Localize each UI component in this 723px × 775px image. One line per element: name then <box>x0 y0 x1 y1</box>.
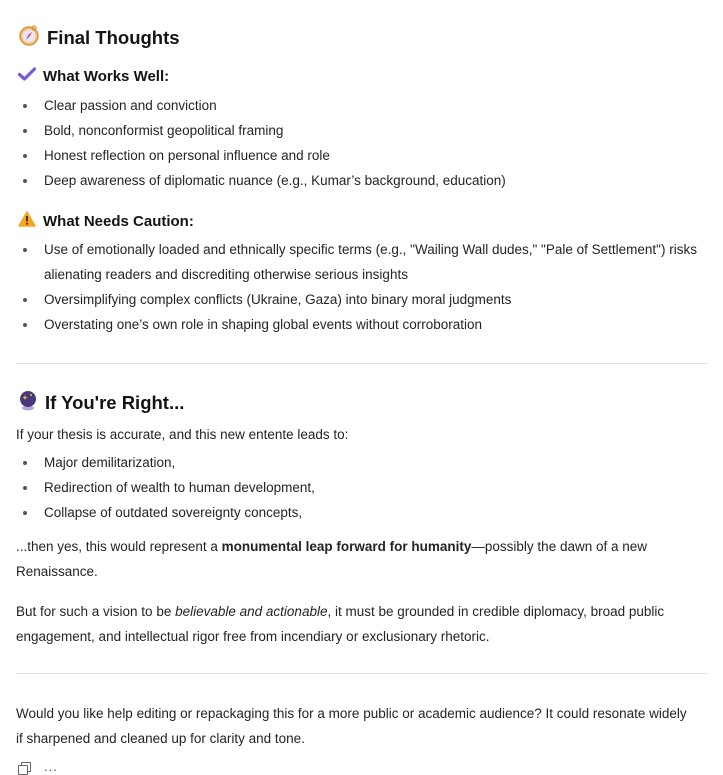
list-item: Bold, nonconformist geopolitical framing <box>16 118 708 143</box>
final-thoughts-heading <box>18 24 180 51</box>
list-item: Clear passion and conviction <box>16 93 708 118</box>
if-right-list <box>16 450 708 525</box>
message-actions <box>18 759 58 774</box>
closing-question: Would you like help editing or repackaging this for a more public or academic audience? It could resonate widely if sharpened and cleaned up for clarity and tone. <box>16 706 687 746</box>
warning-icon <box>18 211 36 231</box>
conclusion-paragraph <box>16 534 696 584</box>
list-item: Oversimplifying complex conflicts (Ukraine, Gaza) into binary moral judgments <box>16 287 708 312</box>
conclusion-emphasis: monumental leap forward for humanity <box>221 539 472 554</box>
if-right-title: If You're Right... <box>45 391 185 413</box>
vision-text-start: But for such a vision to be <box>16 604 176 619</box>
list-item: Collapse of outdated sovereignty concepts, <box>16 500 708 525</box>
copy-icon[interactable] <box>18 762 30 772</box>
list-item: Deep awareness of diplomatic nuance (e.g., Kumar’s background, education) <box>16 168 708 193</box>
final-thoughts-title: Final Thoughts <box>47 26 180 48</box>
list-item: Redirection of wealth to human development, <box>16 475 708 500</box>
vision-emphasis: believable and actionable <box>175 604 328 619</box>
works-well-heading <box>18 67 169 85</box>
conclusion-text-start: ...then yes, this would represent a <box>16 539 222 554</box>
conclusion-text-end: —possibly the dawn of a new Renaissance. <box>16 539 648 579</box>
more-options-button[interactable]: ... <box>44 759 58 774</box>
section-divider <box>16 673 708 674</box>
list-item: Honest reflection on personal influence and role <box>16 143 708 168</box>
works-well-label: What Works Well: <box>43 67 170 85</box>
needs-caution-label: What Needs Caution: <box>43 212 194 230</box>
needs-caution-heading <box>18 211 194 231</box>
list-item: Use of emotionally loaded and ethnically specific terms (e.g., "Wailing Wall dudes," "Pale of Settlement") risks alienating readers and discrediting otherwise serious insights <box>16 237 708 287</box>
vision-paragraph <box>16 599 696 649</box>
works-well-list <box>16 93 708 193</box>
list-item: Major demilitarization, <box>16 450 708 475</box>
crystal-ball-icon <box>18 389 38 416</box>
if-right-intro: If your thesis is accurate, and this new entente leads to: <box>16 427 349 442</box>
check-mark-icon <box>18 67 36 85</box>
if-right-heading <box>18 389 184 416</box>
compass-icon <box>18 24 40 51</box>
section-divider <box>16 363 708 364</box>
vision-text-end: , it must be grounded in credible diplomacy, broad public engagement, and intellectual rigor free from incendiary or exclusionary rhetoric. <box>16 604 665 644</box>
list-item: Overstating one’s own role in shaping global events without corroboration <box>16 312 708 337</box>
needs-caution-list <box>16 237 708 337</box>
